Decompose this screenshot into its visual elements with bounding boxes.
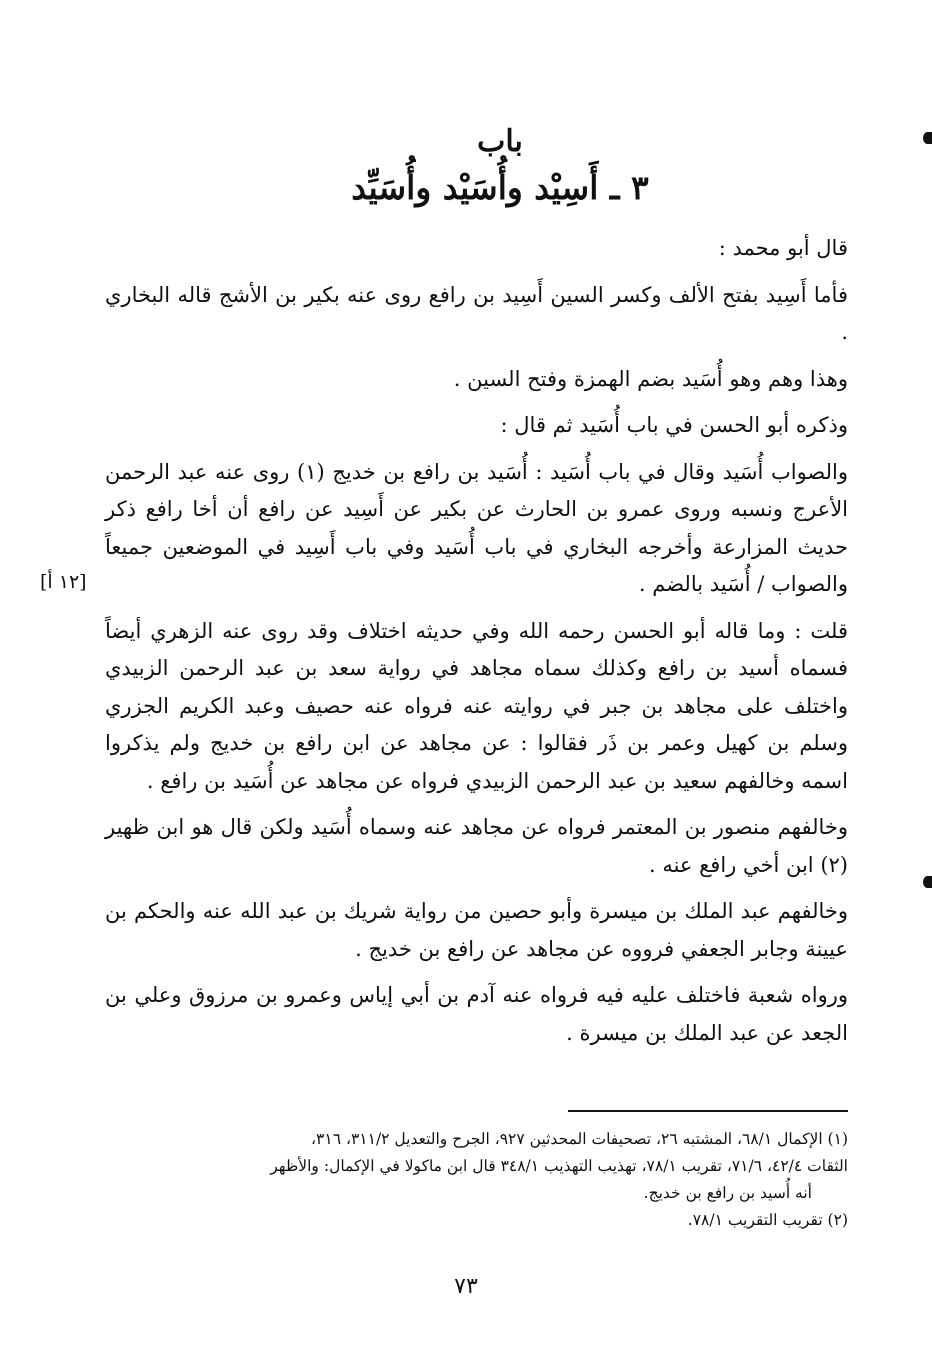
page-edge-mark — [923, 876, 932, 888]
footnote-1: (١) الإكمال ٦٨/١، المشتبه ٢٦، تصحيفات المحدثين ٩٢٧، الجرح والتعديل ٣١١/٢، ٣١٦، — [311, 1130, 848, 1148]
footnote-2: (٢) تقريب التقريب ٧٨/١. — [687, 1211, 848, 1229]
footnote-1-continued: الثقات ٤٢/٤، ٧١/٦، تقريب ٧٨/١، تهذيب التهذيب ٣٤٨/١ قال ابن ماكولا في الإكمال: والأظهر — [270, 1157, 848, 1175]
manuscript-folio-note: [١٢ أ] — [40, 571, 87, 593]
paragraph: قال أبو محمد : — [718, 236, 848, 260]
paragraph: والصواب أُسَيد وقال في باب أُسَيد : أُسَيد بن رافع بن خديج (١) روى عنه عبد الرحمن الأعرج ونسبه وروى عمرو بن الحارث عن بكير عن أَسِيد عن رافع أن أخا رافع ذكر حديث المزارعة وأخرجه البخاري في باب أُسَيد وفي باب أَسِيد في الموضعين جميعاً والصواب / أُسَيد بالضم . — [105, 459, 848, 596]
footnotes — [105, 1126, 848, 1234]
footnote-divider — [568, 1110, 848, 1112]
page-edge-mark — [923, 132, 932, 144]
footnote-1-continued: أنه أُسيد بن رافع بن خديج. — [643, 1184, 812, 1202]
paragraph: قلت : وما قاله أبو الحسن رحمه الله وفي حديثه اختلاف وقد روى عنه الزهري أيضاً فسماه أسيد بن رافع وكذلك سماه مجاهد في رواية سعد بن عبد الرحمن الزبيدي واختلف على مجاهد بن جبر في روايته عنه فرواه عنه حصيف وعبد الكريم الجزري وسلم بن كهيل وعمر بن ذَر فقالوا : عن مجاهد عن ابن رافع بن خديج ولم يذكروا اسمه وخالفهم سعيد بن عبد الرحمن الزبيدي فرواه عن مجاهد عن أُسَيد بن رافع . — [105, 618, 848, 793]
chapter-title: ٣ ـ أَسِيْد وأُسَيْد وأُسَيِّد — [351, 168, 649, 207]
main-text — [105, 230, 848, 1052]
paragraph: ورواه شعبة فاختلف عليه فيه فرواه عنه آدم بن أبي إياس وعمرو بن مرزوق وعلي بن الجعد عن عبد الملك بن ميسرة . — [105, 983, 848, 1045]
chapter-heading: باب — [477, 124, 523, 159]
paragraph: وذكره أبو الحسن في باب أُسَيد ثم قال : — [500, 413, 848, 437]
paragraph: فأما أَسِيد بفتح الألف وكسر السين أَسِيد بن رافع روى عنه بكير بن الأشج قاله البخاري . — [105, 282, 848, 344]
paragraph: وهذا وهم وهو أُسَيد بضم الهمزة وفتح السين . — [453, 366, 848, 391]
paragraph: وخالفهم منصور بن المعتمر فرواه عن مجاهد عنه وسماه أُسَيد ولكن قال هو ابن ظهير (٢) ابن أخي رافع عنه . — [105, 815, 848, 877]
page-number: ٧٣ — [454, 1274, 478, 1299]
paragraph: وخالفهم عبد الملك بن ميسرة وأبو حصين من رواية شريك بن عبد الله عنه والحكم بن عيينة وجابر الجعفي فرووه عن مجاهد عن رافع بن خديج . — [105, 899, 848, 961]
